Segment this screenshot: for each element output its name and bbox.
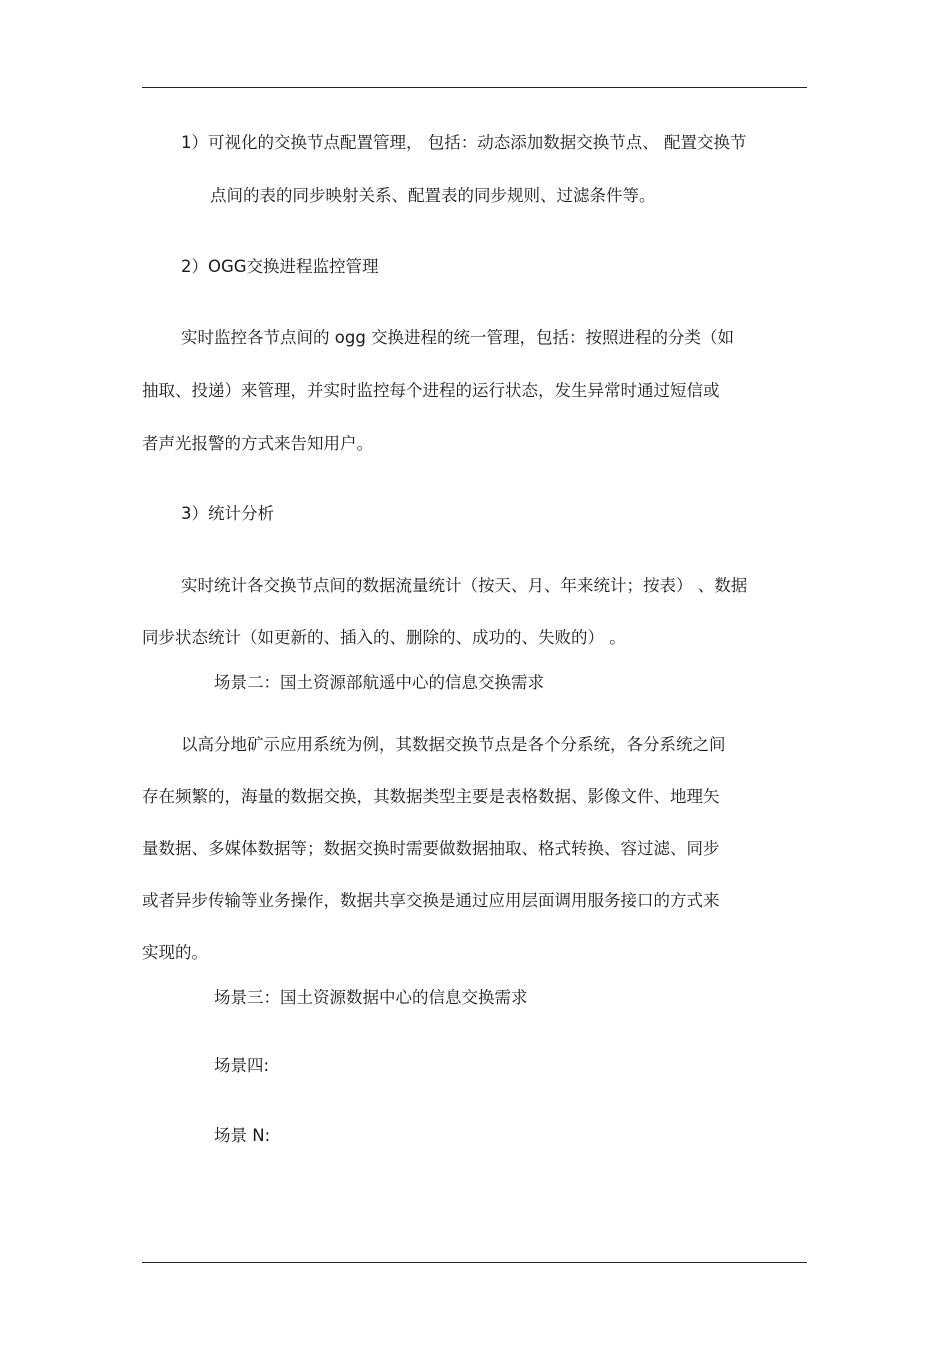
paragraph-scenario-2-line-3: 量数据、多媒体数据等；数据交换时需要做数据抽取、格式转换、容过滤、同步	[142, 839, 720, 858]
paragraph-monitor-line-3: 者声光报警的方式来告知用户。	[142, 434, 373, 453]
scenario-3-heading: 场景三：国土资源数据中心的信息交换需求	[214, 988, 528, 1007]
paragraph-scenario-2-line-4: 或者异步传输等业务操作，数据共享交换是通过应用层面调用服务接口的方式来	[142, 891, 720, 910]
paragraph-stats-line-1: 实时统计各交换节点间的数据流量统计（按天、月、年来统计；按表） 、数据	[181, 576, 748, 595]
header-rule	[142, 87, 807, 88]
list-item-3-heading: 3）统计分析	[181, 504, 274, 523]
paragraph-scenario-2-line-2: 存在频繁的，海量的数据交换，其数据类型主要是表格数据、影像文件、地理矢	[142, 787, 720, 806]
scenario-n-heading: 场景 N:	[214, 1126, 271, 1145]
scenario-2-heading: 场景二：国土资源部航遥中心的信息交换需求	[214, 673, 544, 692]
list-item-2-heading: 2）OGG交换进程监控管理	[181, 257, 379, 276]
paragraph-monitor-line-1: 实时监控各节点间的 ogg 交换进程的统一管理，包括：按照进程的分类（如	[181, 328, 735, 347]
list-item-1-line-1: 1）可视化的交换节点配置管理， 包括：动态添加数据交换节点、 配置交换节	[181, 133, 747, 152]
paragraph-scenario-2-line-5: 实现的。	[142, 943, 208, 962]
paragraph-scenario-2-line-1: 以高分地矿示应用系统为例，其数据交换节点是各个分系统，各分系统之间	[181, 735, 726, 754]
list-item-1-line-2: 点间的表的同步映射关系、配置表的同步规则、过滤条件等。	[210, 186, 656, 205]
paragraph-monitor-line-2: 抽取、投递）来管理，并实时监控每个进程的运行状态，发生异常时通过短信或	[142, 381, 720, 400]
paragraph-stats-line-2: 同步状态统计（如更新的、插入的、删除的、成功的、失败的） 。	[142, 628, 626, 647]
footer-rule	[142, 1262, 807, 1263]
scenario-4-heading: 场景四:	[214, 1056, 270, 1075]
